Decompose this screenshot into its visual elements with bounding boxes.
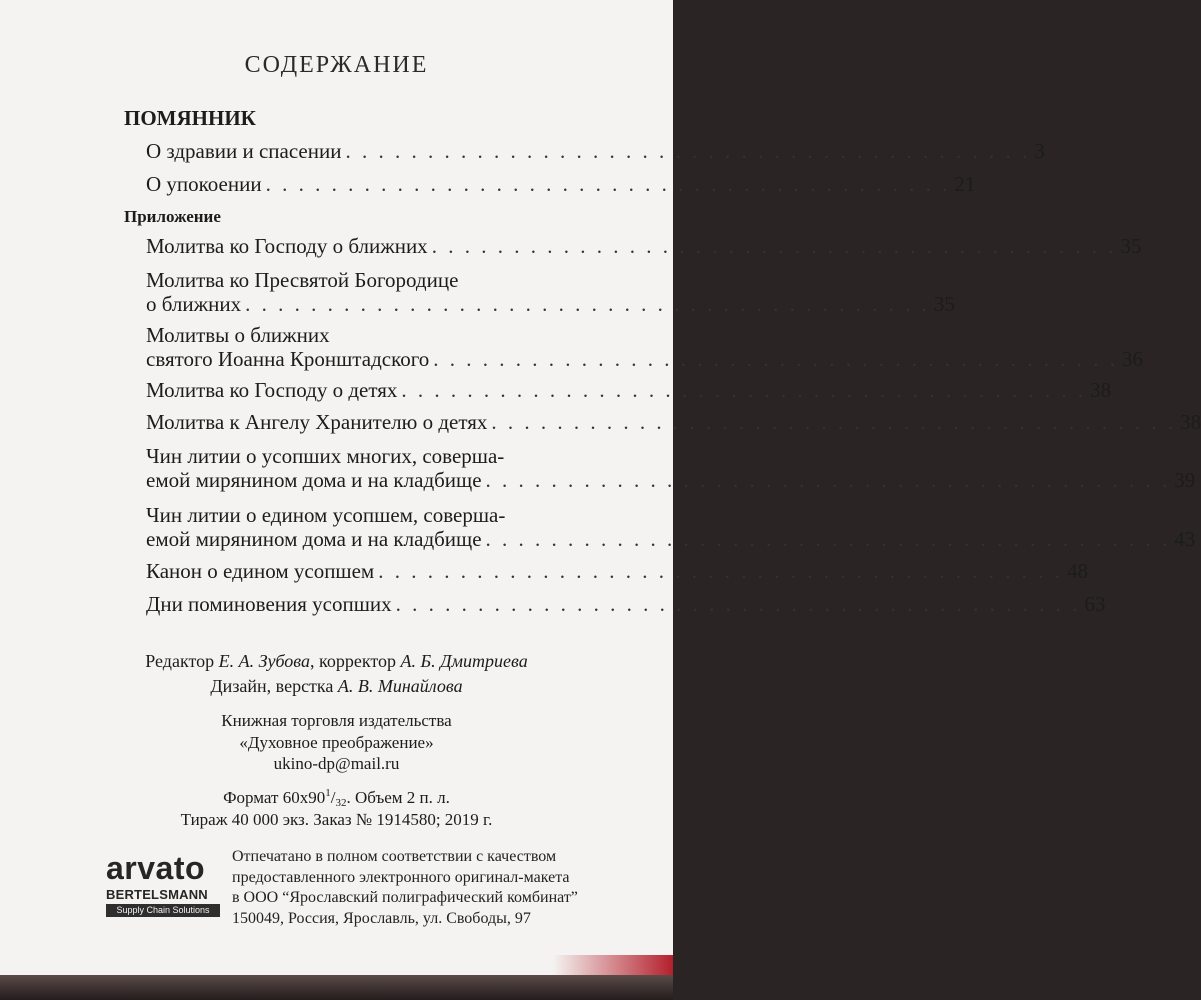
logo-sub: BERTELSMANN [106, 887, 208, 902]
toc-entry-title-line1: Чин литии о усопших многих, соверша- [146, 444, 505, 468]
logo-word: arvato [106, 850, 206, 886]
toc-entry-title: емой мирянином дома и на кладбище [146, 468, 482, 492]
dot-leader: . . . . . . . . . . . . . . . . . . . . . . . . . . . . . . . . . . . . . . . . . . [265, 172, 951, 196]
toc-entry-title: О упокоении [146, 172, 262, 196]
toc-entry[interactable] [146, 468, 1196, 498]
logo-tagline: Supply Chain Solutions [106, 904, 220, 917]
toc-entry[interactable] [146, 234, 1142, 264]
toc-entry-page: 39 [1174, 468, 1196, 492]
dot-leader: . . . . . . . . . . . . . . . . . . . . . . . . . . . . . . . . . . . . . . . . . . [245, 292, 930, 316]
toc-entry[interactable] [146, 378, 1112, 408]
arvato-logo [104, 850, 222, 920]
corrector-name: А. Б. Дмитриева [400, 651, 528, 671]
toc-entry-title: Молитва ко Господу о детях [146, 378, 398, 402]
format-prefix: Формат 60х90 [223, 788, 326, 807]
dot-leader: . . . . . . . . . . . . . . . . . . . . . . . . . . . . . . . . . . . . . . . . . . [433, 347, 1119, 371]
toc-entry-title: Молитва к Ангелу Хранителю о детях [146, 410, 488, 434]
toc-entry[interactable] [146, 410, 1201, 440]
toc-entry-page: 35 [1120, 234, 1142, 258]
toc-entry[interactable] [146, 139, 1045, 169]
toc-entry[interactable] [146, 292, 955, 322]
dark-background-strip [0, 975, 673, 1000]
toc-entry-title: Канон о едином усопшем [146, 559, 375, 583]
credits-design-line [0, 676, 673, 697]
toc-entry-title: Дни поминовения усопших [146, 592, 392, 616]
credits-editor-line [0, 651, 673, 672]
toc-entry[interactable] [146, 347, 1144, 377]
toc-entry-page: 3 [1034, 139, 1045, 163]
format-suffix: . Объем 2 п. л. [346, 788, 450, 807]
toc-entry-title-line1: Молитва ко Пресвятой Богородице [146, 268, 459, 292]
editor-name: Е. А. Зубова [218, 651, 310, 671]
printer-line: в ООО “Ярославский полиграфический комбинат” [232, 889, 578, 906]
printer-info [232, 847, 578, 929]
toc-entry-title-line1: Молитвы о ближних [146, 323, 330, 347]
toc-entry-title: О здравии и спасении [146, 139, 342, 163]
dot-leader: . . . . . . . . . . . . . . . . . . . . . . . . . . . . . . . . . . . . . . . . . . [395, 592, 1081, 616]
toc-entry-page: 63 [1084, 592, 1106, 616]
toc-entry-page: 36 [1122, 347, 1144, 371]
design-label: Дизайн, верстка [210, 676, 334, 696]
section-heading-pomyannik: ПОМЯННИК [124, 106, 256, 130]
printer-line: Отпечатано в полном соответствии с качеством [232, 848, 557, 865]
format-fraction-numerator: 1 [325, 787, 331, 799]
printer-line: 150049, Россия, Ярославль, ул. Свободы, 97 [232, 909, 531, 927]
toc-entry[interactable] [146, 592, 1106, 622]
dot-leader: . . . . . . . . . . . . . . . . . . . . . . . . . . . . . . . . . . . . . . . . . . [345, 139, 1031, 163]
toc-entry-title: емой мирянином дома и на кладбище [146, 527, 482, 551]
toc-entry-page: 48 [1066, 559, 1088, 583]
toc-entry[interactable] [146, 527, 1196, 557]
dot-leader: . . . . . . . . . . . . . . . . . . . . . . . . . . . . . . . . . . . . . . . . . . [378, 559, 1063, 583]
dot-leader: . . . . . . . . . . . . . . . . . . . . . . . . . . . . . . . . . . . . . . . . . . [401, 378, 1087, 402]
format-line [0, 787, 673, 809]
toc-entry-page: 38 [1090, 378, 1112, 402]
toc-entry-title-line1: Чин литии о едином усопшем, соверша- [146, 503, 506, 527]
toc-entry-page: 21 [954, 172, 976, 196]
dot-leader: . . . . . . . . . . . . . . . . . . . . . . . . . . . . . . . . . . . . . . . . . . [485, 468, 1171, 492]
toc-entry-page: 38 [1180, 410, 1201, 434]
publisher-name: «Духовное преображение» [239, 733, 434, 752]
corrector-label: , корректор [310, 651, 396, 671]
toc-entry[interactable] [146, 559, 1088, 589]
publisher-email[interactable]: ukino-dp@mail.ru [273, 754, 400, 773]
publisher-line: Книжная торговля издательства [221, 711, 452, 730]
toc-entry-page: 43 [1174, 527, 1196, 551]
dot-leader: . . . . . . . . . . . . . . . . . . . . . . . . . . . . . . . . . . . . . . . . . . [491, 410, 1177, 434]
toc-entry-title: святого Иоанна Кронштадского [146, 347, 430, 371]
dot-leader: . . . . . . . . . . . . . . . . . . . . . . . . . . . . . . . . . . . . . . . . . . [485, 527, 1171, 551]
page-title: СОДЕРЖАНИЕ [244, 52, 429, 78]
format-fraction-slash: / [330, 788, 336, 807]
toc-entry-title: о ближних [146, 292, 242, 316]
section-heading-appendix: Приложение [124, 207, 221, 226]
print-run-line: Тираж 40 000 экз. Заказ № 1914580; 2019 г. [180, 810, 493, 829]
toc-entry[interactable] [146, 172, 976, 202]
toc-entry-page: 35 [933, 292, 955, 316]
design-name: А. В. Минайлова [337, 676, 463, 696]
dot-leader: . . . . . . . . . . . . . . . . . . . . . . . . . . . . . . . . . . . . . . . . . . [431, 234, 1117, 258]
toc-entry-title: Молитва ко Господу о ближних [146, 234, 428, 258]
printer-line: предоставленного электронного оригинал-макета [232, 868, 570, 886]
format-fraction-denominator: 32 [335, 797, 347, 809]
editor-label: Редактор [145, 651, 215, 671]
